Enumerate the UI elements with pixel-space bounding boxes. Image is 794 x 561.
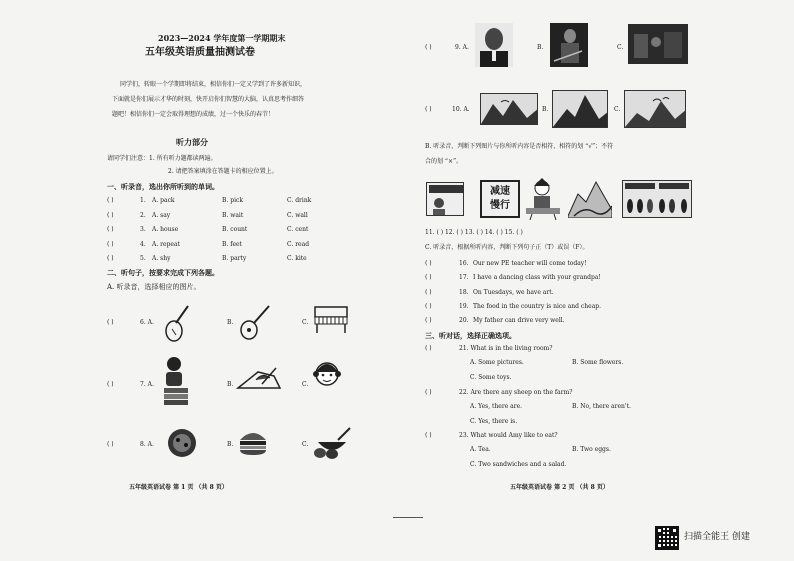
section-listening-title: 听力部分 [176, 137, 208, 147]
q6-answer-paren: ( ) [107, 319, 114, 326]
part1-answer-paren: ( ) [107, 240, 114, 248]
q21-answer-paren: ( ) [425, 345, 432, 352]
q9-answer-paren: ( ) [425, 44, 432, 51]
part1-option-c: C. cent [287, 226, 309, 233]
part2-heading: 二、听句子，按要求完成下列各题。 [107, 268, 219, 277]
notice-line-2: 2. 请把答案填涂在答题卡的相应位置上。 [168, 168, 278, 175]
part1-option-b: B. pick [222, 197, 243, 204]
guitar-image [238, 303, 272, 341]
photo-man-a [475, 23, 513, 67]
tf-answer-paren: ( ) [425, 302, 432, 310]
q23-option-c: C. Two sandwiches and a salad. [470, 461, 567, 468]
photo-dark-scene [628, 24, 688, 64]
qr-code-icon [655, 526, 679, 550]
part1-item-number: 2. [140, 211, 146, 219]
q7-label: 7. A. [140, 381, 154, 388]
part1-option-a: A. house [152, 226, 179, 233]
part3-heading: 三、听对话，选择正确选项。 [425, 331, 516, 340]
q23-option-a: A. Tea. [470, 446, 491, 453]
boy-reading-image [160, 355, 194, 407]
q21-question: 21. What is in the living room? [459, 345, 553, 352]
intro-line-2: 下面就是你们展示才华的时刻，快开启你们智慧的大脑，认真思考作细答 [112, 96, 305, 103]
drawing-hand-image [236, 362, 282, 396]
slow-down-sign-text: 减速 慢行 [490, 186, 510, 211]
partB-line-1: B. 听录音，判断下列图片与你所听内容是否相符，相符的划 “√”；不符 [425, 143, 614, 150]
q22-answer-paren: ( ) [425, 389, 432, 396]
notice-line-1: 请同学们注意：1. 所有听力题都读两遍。 [107, 155, 217, 162]
q9-label: 9. A. [455, 44, 469, 51]
left-page-footer: 五年级英语试卷 第 1 页 （共 8 页） [129, 484, 228, 491]
tf-statement: On Tuesdays, we have art. [473, 288, 554, 296]
q8-option-b: B. [227, 441, 234, 448]
part1-answer-paren: ( ) [107, 197, 114, 204]
part1-option-c: C. wall [287, 211, 308, 219]
mountain-picture-a [480, 93, 538, 125]
picture-12-slow-down-sign [480, 180, 520, 218]
right-page [400, 0, 794, 561]
exam-subtitle: 五年级英语质量抽测试卷 [145, 47, 255, 58]
q21-option-b: B. Some flowers. [572, 359, 624, 366]
pipa-image [162, 303, 192, 343]
tf-answer-paren: ( ) [425, 260, 432, 267]
tf-item-number: 17. [459, 274, 469, 282]
picture-14-mountain-road [568, 180, 612, 218]
q6-option-c: C. [302, 319, 309, 326]
part1-option-a: A. say [152, 211, 171, 219]
tf-item-number: 18. [459, 288, 469, 296]
part1-option-a: A. repeat [152, 240, 180, 248]
eggs-bowl-image [312, 426, 352, 460]
part1-option-b: B. count [222, 226, 248, 233]
intro-line-1: 同学们，转眼一个学期即将结束，相信你们一定又学到了许多新知识， [120, 81, 307, 88]
pizza-plate-image [165, 428, 199, 458]
part1-option-c: C. kite [287, 255, 307, 262]
part1-option-a: A. pack [152, 197, 175, 204]
girl-face-image [312, 358, 342, 394]
tf-statement: Our new PE teacher will come today! [473, 260, 587, 267]
part1-item-number: 4. [140, 240, 146, 248]
part1-option-c: C. read [287, 240, 310, 248]
tf-item-number: 16. [459, 260, 469, 267]
q6-label: 6. A. [140, 319, 154, 326]
q22-question: 22. Are there any sheep on the farm? [459, 389, 573, 396]
q21-option-a: A. Some pictures. [470, 359, 524, 366]
mountain-picture-c [624, 90, 686, 128]
part1-item-number: 1. [140, 197, 146, 204]
part1-item-number: 3. [140, 226, 146, 233]
tf-statement: My father can drive very well. [473, 317, 565, 325]
judge-answer-row: 11. ( ) 12. ( ) 13. ( ) 14. ( ) 15. ( ) [425, 229, 523, 236]
q21-option-c: C. Some toys. [470, 374, 512, 381]
q8-label: 8. A. [140, 441, 154, 448]
q10-label: 10. A. [452, 106, 470, 113]
part1-option-b: B. feet [222, 240, 242, 248]
page-divider-mark [393, 517, 423, 518]
tf-item-number: 20. [459, 317, 469, 325]
part1-option-c: C. drink [287, 197, 312, 204]
q23-question: 23. What would Amy like to eat? [459, 432, 558, 439]
picture-13-boy-drawing [524, 178, 564, 220]
q9-option-b: B. [537, 44, 544, 51]
part1-item-number: 5. [140, 255, 146, 262]
part1-heading: 一、听录音，选出你所听到的单词。 [107, 182, 219, 191]
q7-option-b: B. [227, 381, 234, 388]
q22-option-a: A. Yes, there are. [470, 403, 523, 410]
tf-statement: The food in the country is nice and cheap. [473, 302, 602, 310]
scanner-watermark-label: 扫描全能王 创建 [684, 532, 750, 542]
part1-option-b: B. wait [222, 211, 244, 219]
q10-answer-paren: ( ) [425, 106, 432, 113]
partC-heading: C. 听录音，根据所听内容，判断下列句子正（T）或误（F）。 [425, 244, 589, 251]
partA-heading: A. 听录音，选择相应的图片。 [107, 283, 201, 291]
q10-option-b: B. [542, 106, 549, 113]
q10-option-c: C. [614, 106, 621, 113]
q7-option-c: C. [302, 381, 309, 388]
photo-man-b [550, 23, 588, 67]
q6-option-b: B. [227, 319, 234, 326]
tf-answer-paren: ( ) [425, 317, 432, 325]
q23-answer-paren: ( ) [425, 432, 432, 439]
picture-11-book-cover [426, 182, 464, 216]
q22-option-c: C. Yes, there is. [470, 418, 518, 425]
q8-option-c: C. [302, 441, 309, 448]
part1-answer-paren: ( ) [107, 226, 114, 233]
mountain-picture-b [552, 90, 608, 128]
q8-answer-paren: ( ) [107, 441, 114, 448]
intro-line-3: 题吧！相信你们一定会取得理想的成绩，过一个快乐的春节！ [112, 111, 275, 118]
exam-year-title: 2023—2024 学年度第一学期期末 [158, 33, 286, 43]
right-page-footer: 五年级英语试卷 第 2 页 （共 8 页） [510, 484, 609, 491]
part1-option-b: B. party [222, 255, 247, 262]
q22-option-b: B. No, there aren't. [572, 403, 631, 410]
part1-answer-paren: ( ) [107, 211, 114, 219]
tf-answer-paren: ( ) [425, 274, 432, 282]
hamburger-image [238, 428, 268, 456]
q7-answer-paren: ( ) [107, 381, 114, 388]
part1-option-a: A. shy [152, 255, 171, 262]
picture-15-schedule [622, 180, 692, 218]
part1-answer-paren: ( ) [107, 255, 114, 262]
tf-answer-paren: ( ) [425, 288, 432, 296]
tf-item-number: 19. [459, 302, 469, 310]
q23-option-b: B. Two eggs. [572, 446, 611, 453]
partB-line-2: 合的划 “×”。 [425, 158, 463, 165]
piano-image [313, 305, 349, 335]
tf-statement: I have a dancing class with your grandpa! [473, 274, 601, 282]
q9-option-c: C. [617, 44, 624, 51]
